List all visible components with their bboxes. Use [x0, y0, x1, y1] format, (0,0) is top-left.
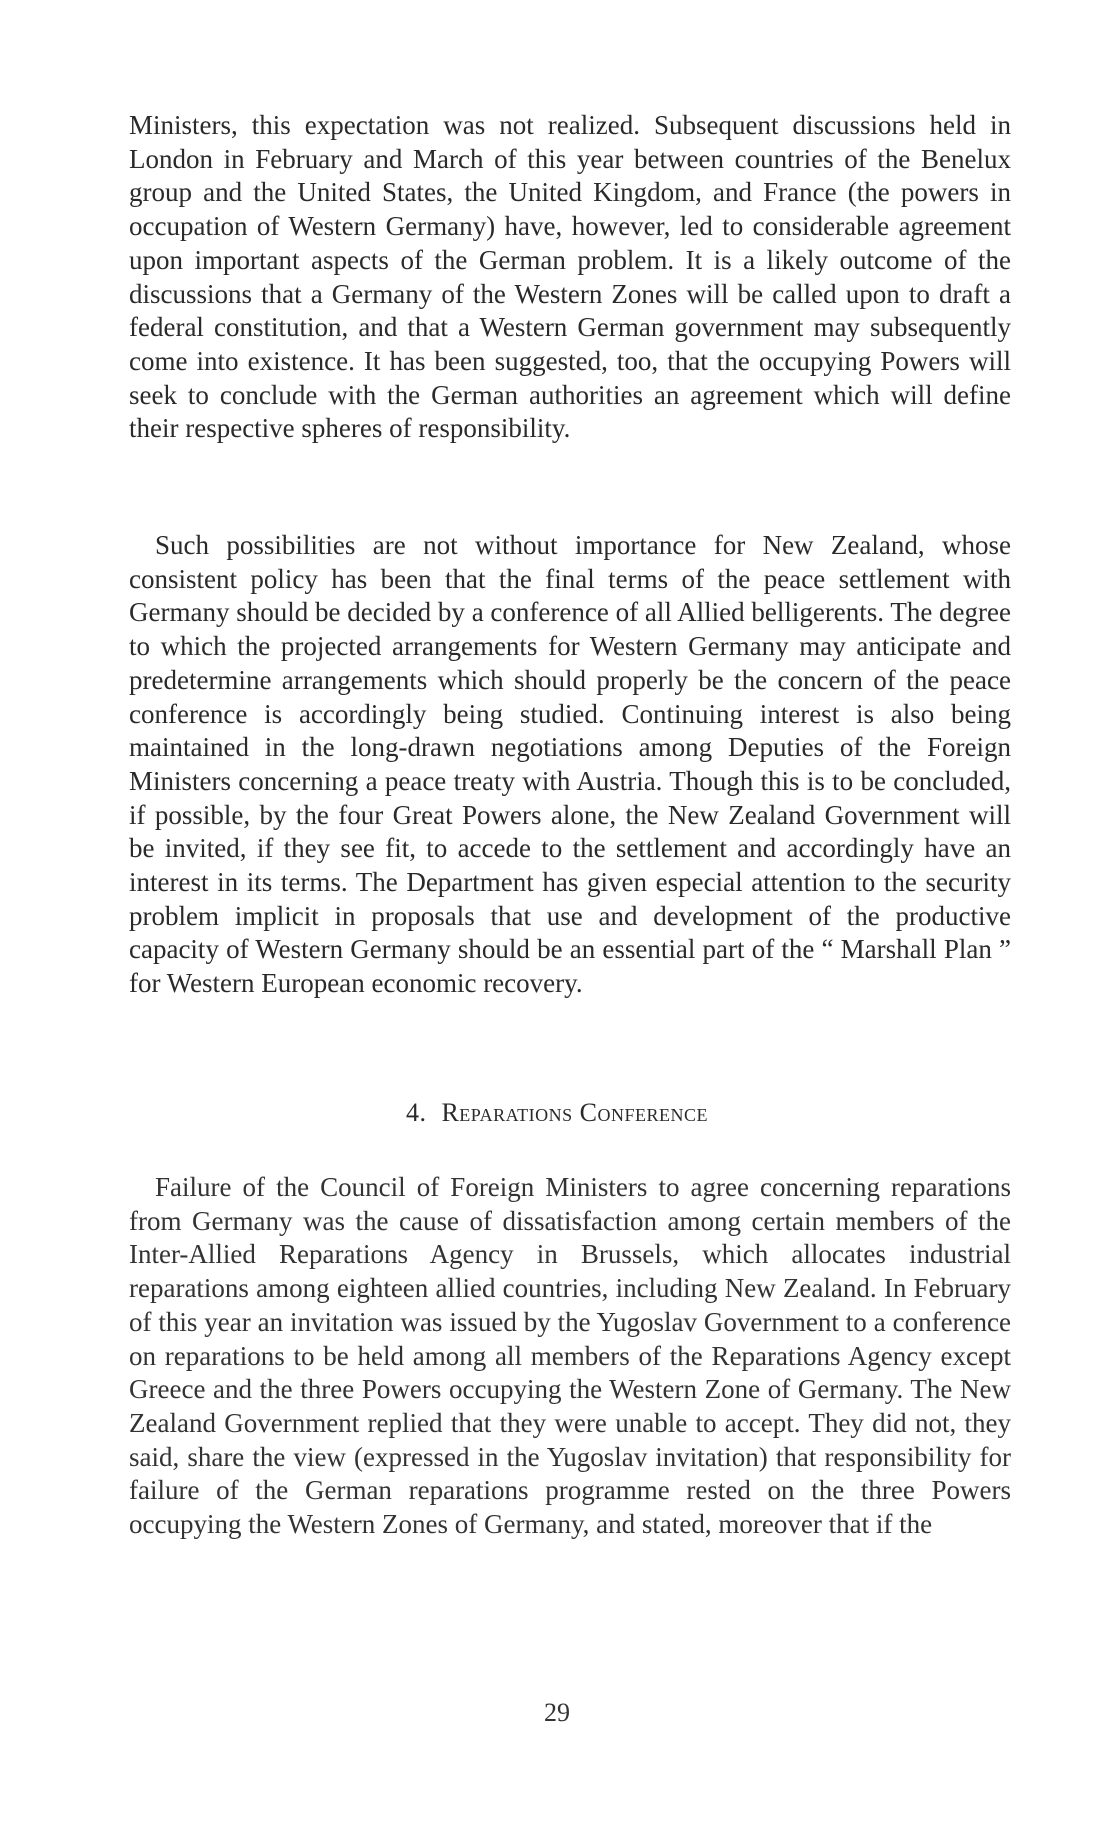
paragraph-new-zealand-policy: Such possibilities are not without importance for New Zealand, whose consistent policy has been that the final terms of the peace settlement with Germany should be decided by a conference of all Allied belligerents. The degree to which the projected arrangements for Western Germany may anticipate and predetermine arrangements which should properly be the concern of the peace conference is accordingly being studied. Continuing interest is also being maintained in the long-drawn negotiations among Deputies of the Foreign Ministers concerning a peace treaty with Austria. Though this is to be concluded, if possible, by the four Great Powers alone, the New Zealand Government will be invited, if they see fit, to accede to the settlement and accordingly have an interest in its terms. The Department has given especial attention to the security problem implicit in proposals that use and development of the productive capacity of Western Germany should be an essential part of the “ Marshall Plan ” for Western European economic recovery.: [129, 530, 1011, 999]
section-title: Reparations Conference: [441, 1098, 709, 1127]
paragraph-continued: Ministers, this expectation was not realized. Subsequent discussions held in London in February and March of this year between countries of the Benelux group and the United States, the United Kingdom, and France (the powers in occupation of Western Germany) have, however, led to considerable agreement upon important aspects of the German problem. It is a likely outcome of the discussions that a Germany of the Western Zones will be called upon to draft a federal constitution, and that a Western German government may subsequently come into existence. It has been suggested, too, that the occupying Powers will seek to conclude with the German authorities an agreement which will define their respective spheres of responsibility.: [129, 110, 1011, 444]
section-heading: [0, 1098, 1114, 1128]
section-number: 4.: [405, 1098, 427, 1127]
page-number: 29: [544, 1698, 570, 1727]
paragraph-reparations: Failure of the Council of Foreign Ministers to agree concerning reparations from Germany was the cause of dissatisfaction among certain members of the Inter-Allied Reparations Agency in Brussels, which allocates industrial reparations among eighteen allied countries, including New Zealand. In February of this year an invitation was issued by the Yugoslav Government to a conference on reparations to be held among all members of the Reparations Agency except Greece and the three Powers occupying the Western Zone of Germany. The New Zealand Government replied that they were unable to accept. They did not, they said, share the view (expressed in the Yugoslav invitation) that responsibility for failure of the German reparations programme rested on the three Powers occupying the Western Zones of Germany, and stated, moreover that if the: [129, 1172, 1011, 1540]
